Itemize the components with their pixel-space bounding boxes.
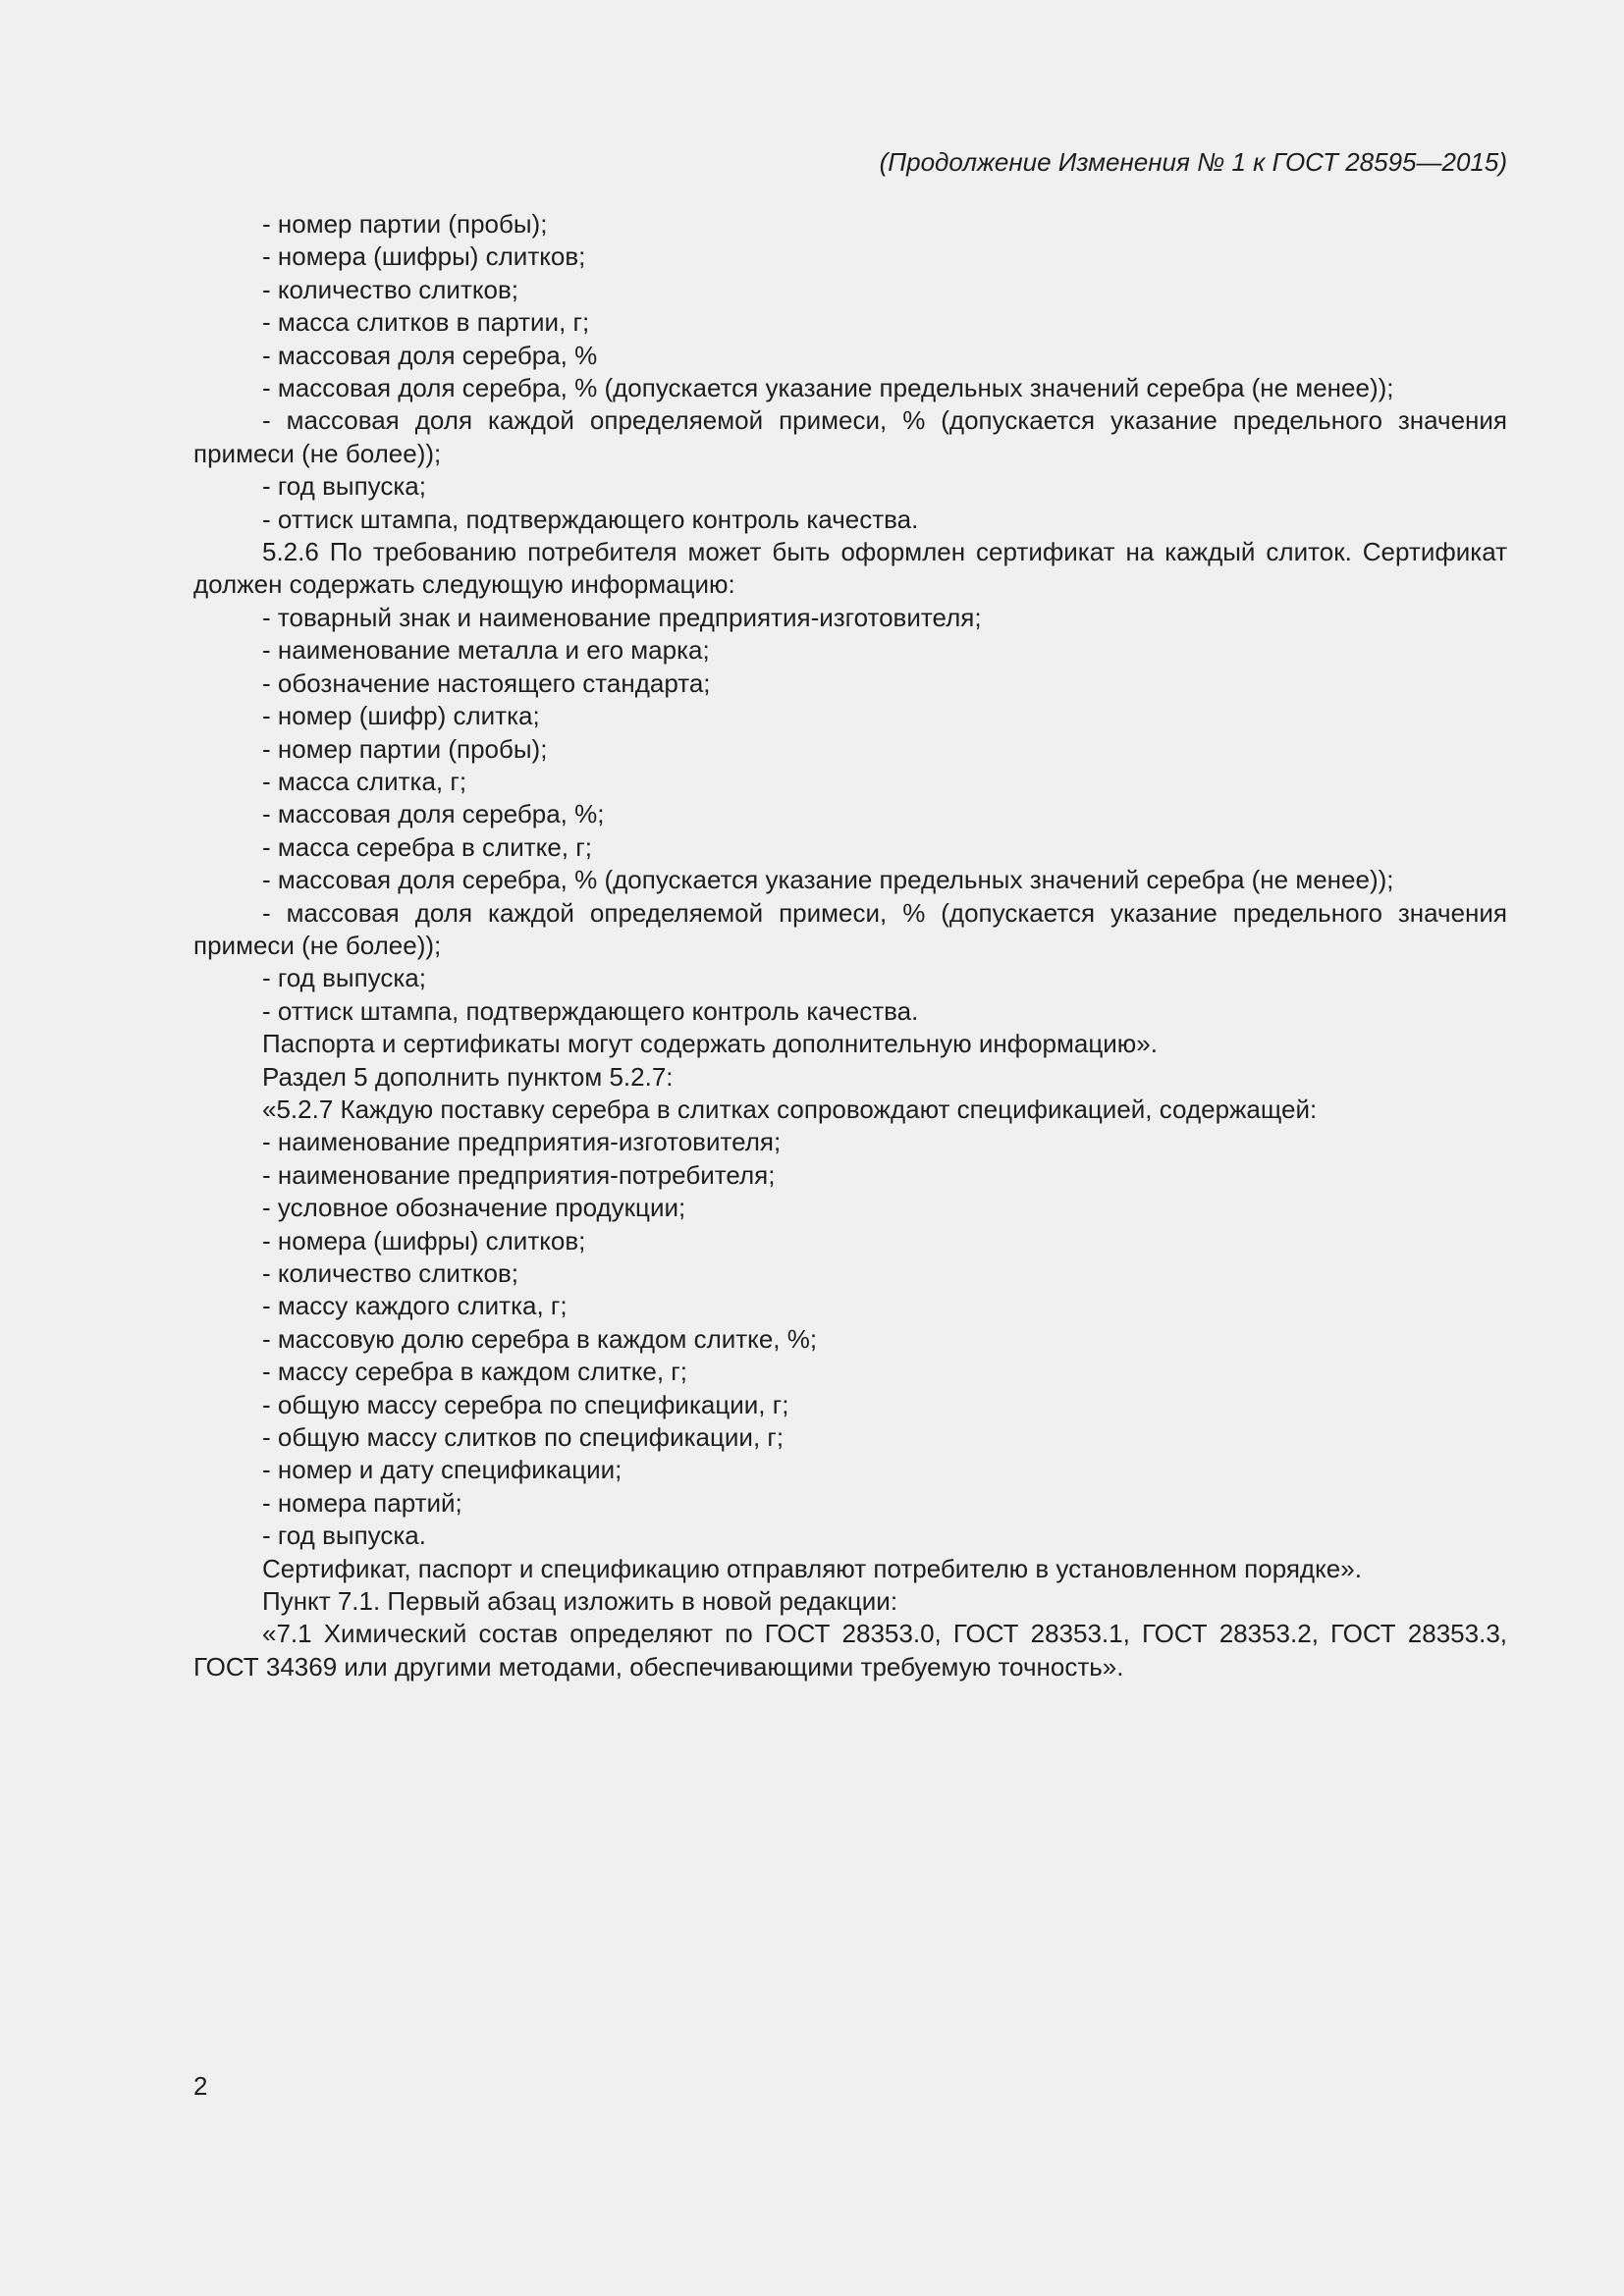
- text-line: - наименование предприятия-потребителя;: [262, 1159, 776, 1190]
- paragraph: «7.1 Химический состав определяют по ГОСТ 28353.0, ГОСТ 28353.1, ГОСТ 28353.2, ГОСТ 28353.3, ГОСТ 34369 или другими методами, обеспечивающими требуемую точность».: [193, 1619, 1507, 1682]
- text-line: - общую массу серебра по спецификации, г;: [262, 1389, 789, 1419]
- text-line: - год выпуска;: [262, 963, 426, 993]
- paragraph: - массовая доля каждой определяемой примеси, % (допускается указание предельного значения примеси (не более));: [193, 897, 1507, 960]
- text-line: - год выпуска.: [262, 1521, 426, 1551]
- text-line: - обозначение настоящего стандарта;: [262, 667, 711, 698]
- text-line: - номер партии (пробы);: [262, 209, 548, 239]
- text-line: Паспорта и сертификаты могут содержать дополнительную информацию».: [262, 1029, 1158, 1059]
- text-line: - год выпуска;: [262, 471, 426, 502]
- text-line: - масса серебра в слитке, г;: [262, 831, 592, 862]
- page-number: 2: [193, 2071, 208, 2101]
- text-line: - массовая доля серебра, %: [262, 340, 598, 370]
- text-line: - общую массу слитков по спецификации, г;: [262, 1422, 785, 1453]
- text-line: Сертификат, паспорт и спецификацию отправляют потребителю в установленном порядке».: [262, 1553, 1362, 1583]
- text-line: - оттиск штампа, подтверждающего контроль качества.: [262, 504, 919, 534]
- text-line: - массу серебра в каждом слитке, г;: [262, 1357, 688, 1387]
- text-line: - массовая доля серебра, % (допускается указание предельных значений серебра (не менее));: [262, 865, 1394, 895]
- text-line: - товарный знак и наименование предприятия-изготовителя;: [262, 602, 982, 632]
- text-line: «5.2.7 Каждую поставку серебра в слитках сопровождают спецификацией, содержащей:: [262, 1094, 1318, 1124]
- document-body: [193, 208, 1507, 1683]
- text-line: - наименование предприятия-изготовителя;: [262, 1127, 782, 1157]
- text-line: - условное обозначение продукции;: [262, 1193, 686, 1223]
- text-line: - количество слитков;: [262, 1258, 519, 1288]
- text-line: Раздел 5 дополнить пунктом 5.2.7:: [262, 1061, 674, 1092]
- text-line: - масса слитка, г;: [262, 766, 467, 796]
- paragraph: 5.2.6 По требованию потребителя может быть оформлен сертификат на каждый слиток. Сертификат должен содержать следующую информацию:: [193, 537, 1507, 600]
- text-line: - количество слитков;: [262, 274, 519, 304]
- text-line: Пункт 7.1. Первый абзац изложить в новой редакции:: [262, 1586, 898, 1617]
- text-line: - массовая доля серебра, %;: [262, 799, 605, 829]
- text-line: - массу каждого слитка, г;: [262, 1291, 568, 1321]
- text-line: - наименование металла и его марка;: [262, 635, 710, 666]
- text-line: - номер партии (пробы);: [262, 733, 548, 764]
- text-line: - номера (шифры) слитков;: [262, 1225, 586, 1255]
- text-line: - номер и дату спецификации;: [262, 1455, 623, 1485]
- text-line: - оттиск штампа, подтверждающего контроль качества.: [262, 995, 919, 1026]
- text-line: - номер (шифр) слитка;: [262, 701, 540, 731]
- text-line: - массовая доля серебра, % (допускается указание предельных значений серебра (не менее));: [262, 373, 1394, 403]
- paragraph: - массовая доля каждой определяемой примеси, % (допускается указание предельного значения примеси (не более));: [193, 405, 1507, 468]
- text-line: - масса слитков в партии, г;: [262, 307, 590, 338]
- text-line: - массовую долю серебра в каждом слитке, %;: [262, 1323, 818, 1354]
- text-line: - номера (шифры) слитков;: [262, 241, 586, 272]
- running-header: (Продолжение Изменения № 1 к ГОСТ 28595—2015): [879, 147, 1507, 177]
- text-line: - номера партий;: [262, 1487, 462, 1518]
